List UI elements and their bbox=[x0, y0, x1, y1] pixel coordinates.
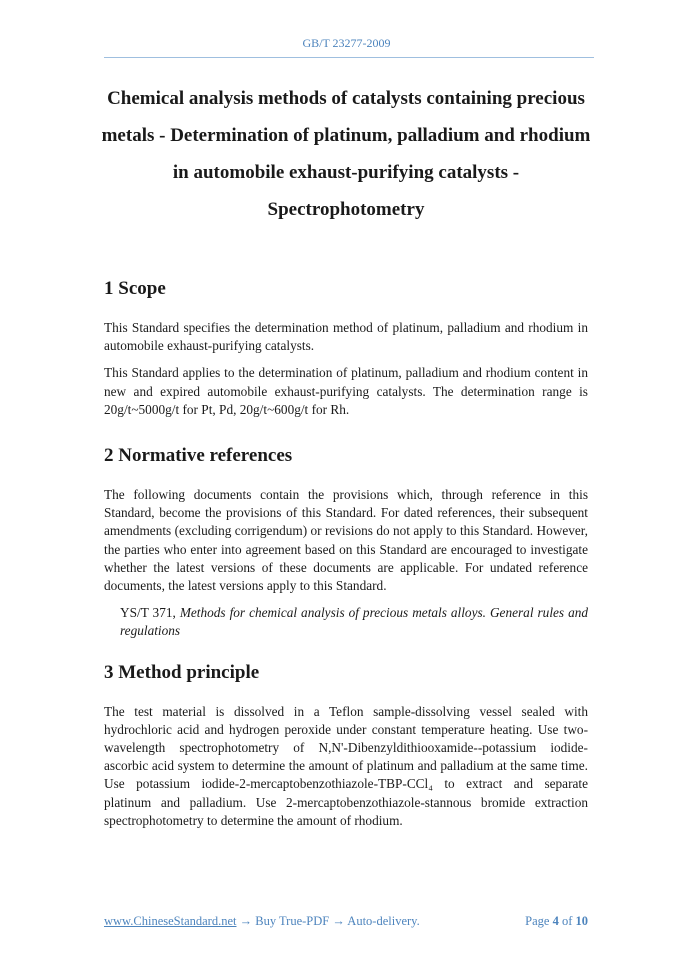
total-pages: 10 bbox=[575, 914, 588, 928]
page-number: 4 bbox=[552, 914, 559, 928]
normative-paragraph: The following documents contain the provisions which, through reference in this Standard, become the provisions of this Standard. For dated references, their subsequent amendments (excluding corrigendum) or revisions do not apply to this Standard. However, the parties who enter into agreement based on this Standard are encouraged to investigate whether the latest versions of these documents are applicable. For undated reference documents, the latest versions apply to this Standard. bbox=[104, 487, 588, 594]
page-label: Page bbox=[525, 914, 550, 928]
title-line: in automobile exhaust-purifying catalysts - bbox=[172, 162, 520, 183]
website-link[interactable]: www.ChineseStandard.net bbox=[104, 914, 237, 928]
scope-paragraph: This Standard applies to the determination of platinum, palladium and rhodium content in new and expired automobile exhaust-purifying catalysts. The determination range is 20g/t~5000g/t for Pt, Pd, 20g/t~600g/t for Rh. bbox=[104, 365, 588, 417]
scope-paragraph: This Standard specifies the determination method of platinum, palladium and rhodium in automobile exhaust-purifying catalysts. bbox=[104, 320, 588, 354]
of-label: of bbox=[561, 914, 573, 928]
header-divider bbox=[104, 57, 594, 58]
title-line: Spectrophotometry bbox=[267, 199, 425, 220]
page-indicator bbox=[525, 914, 588, 929]
page-footer bbox=[104, 914, 588, 929]
title-line: metals - Determination of platinum, palladium and rhodium bbox=[101, 125, 591, 146]
section-heading-normative-references: 2 Normative references bbox=[104, 445, 293, 467]
footer-promo: → Buy True-PDF → Auto-delivery. bbox=[239, 914, 420, 928]
document-body bbox=[104, 275, 588, 830]
document-header-code: GB/T 23277-2009 bbox=[302, 36, 391, 50]
method-paragraph: The test material is dissolved in a Teflon sample-dissolving vessel sealed with hydrochloric acid and hydrogen peroxide under constant temperature heating. Use two-wavelength spectrophotometry of N,N'-Dibenzyldithiooxamide--potassium iodide-ascorbic acid system to determine the amount of platinum and palladium at the same time. Use potassium iodide-2-mercaptobenzothiazole-TBP-CCl₄ to extract and separate platinum and palladium. Use 2-mercaptobenzothiazole-stannous bromide extraction spectrophotometry to determine the amount of rhodium. bbox=[104, 703, 588, 828]
section-heading-scope: 1 Scope bbox=[104, 278, 166, 299]
reference-item bbox=[104, 604, 588, 640]
reference-title: Methods for chemical analysis of precious metals alloys. General rules and regulations bbox=[120, 605, 589, 639]
document-title bbox=[92, 80, 600, 228]
reference-code: YS/T 371, bbox=[120, 605, 176, 621]
title-line: Chemical analysis methods of catalysts containing precious bbox=[107, 88, 585, 109]
section-heading-method-principle: 3 Method principle bbox=[104, 661, 260, 683]
footer-left bbox=[104, 914, 420, 929]
